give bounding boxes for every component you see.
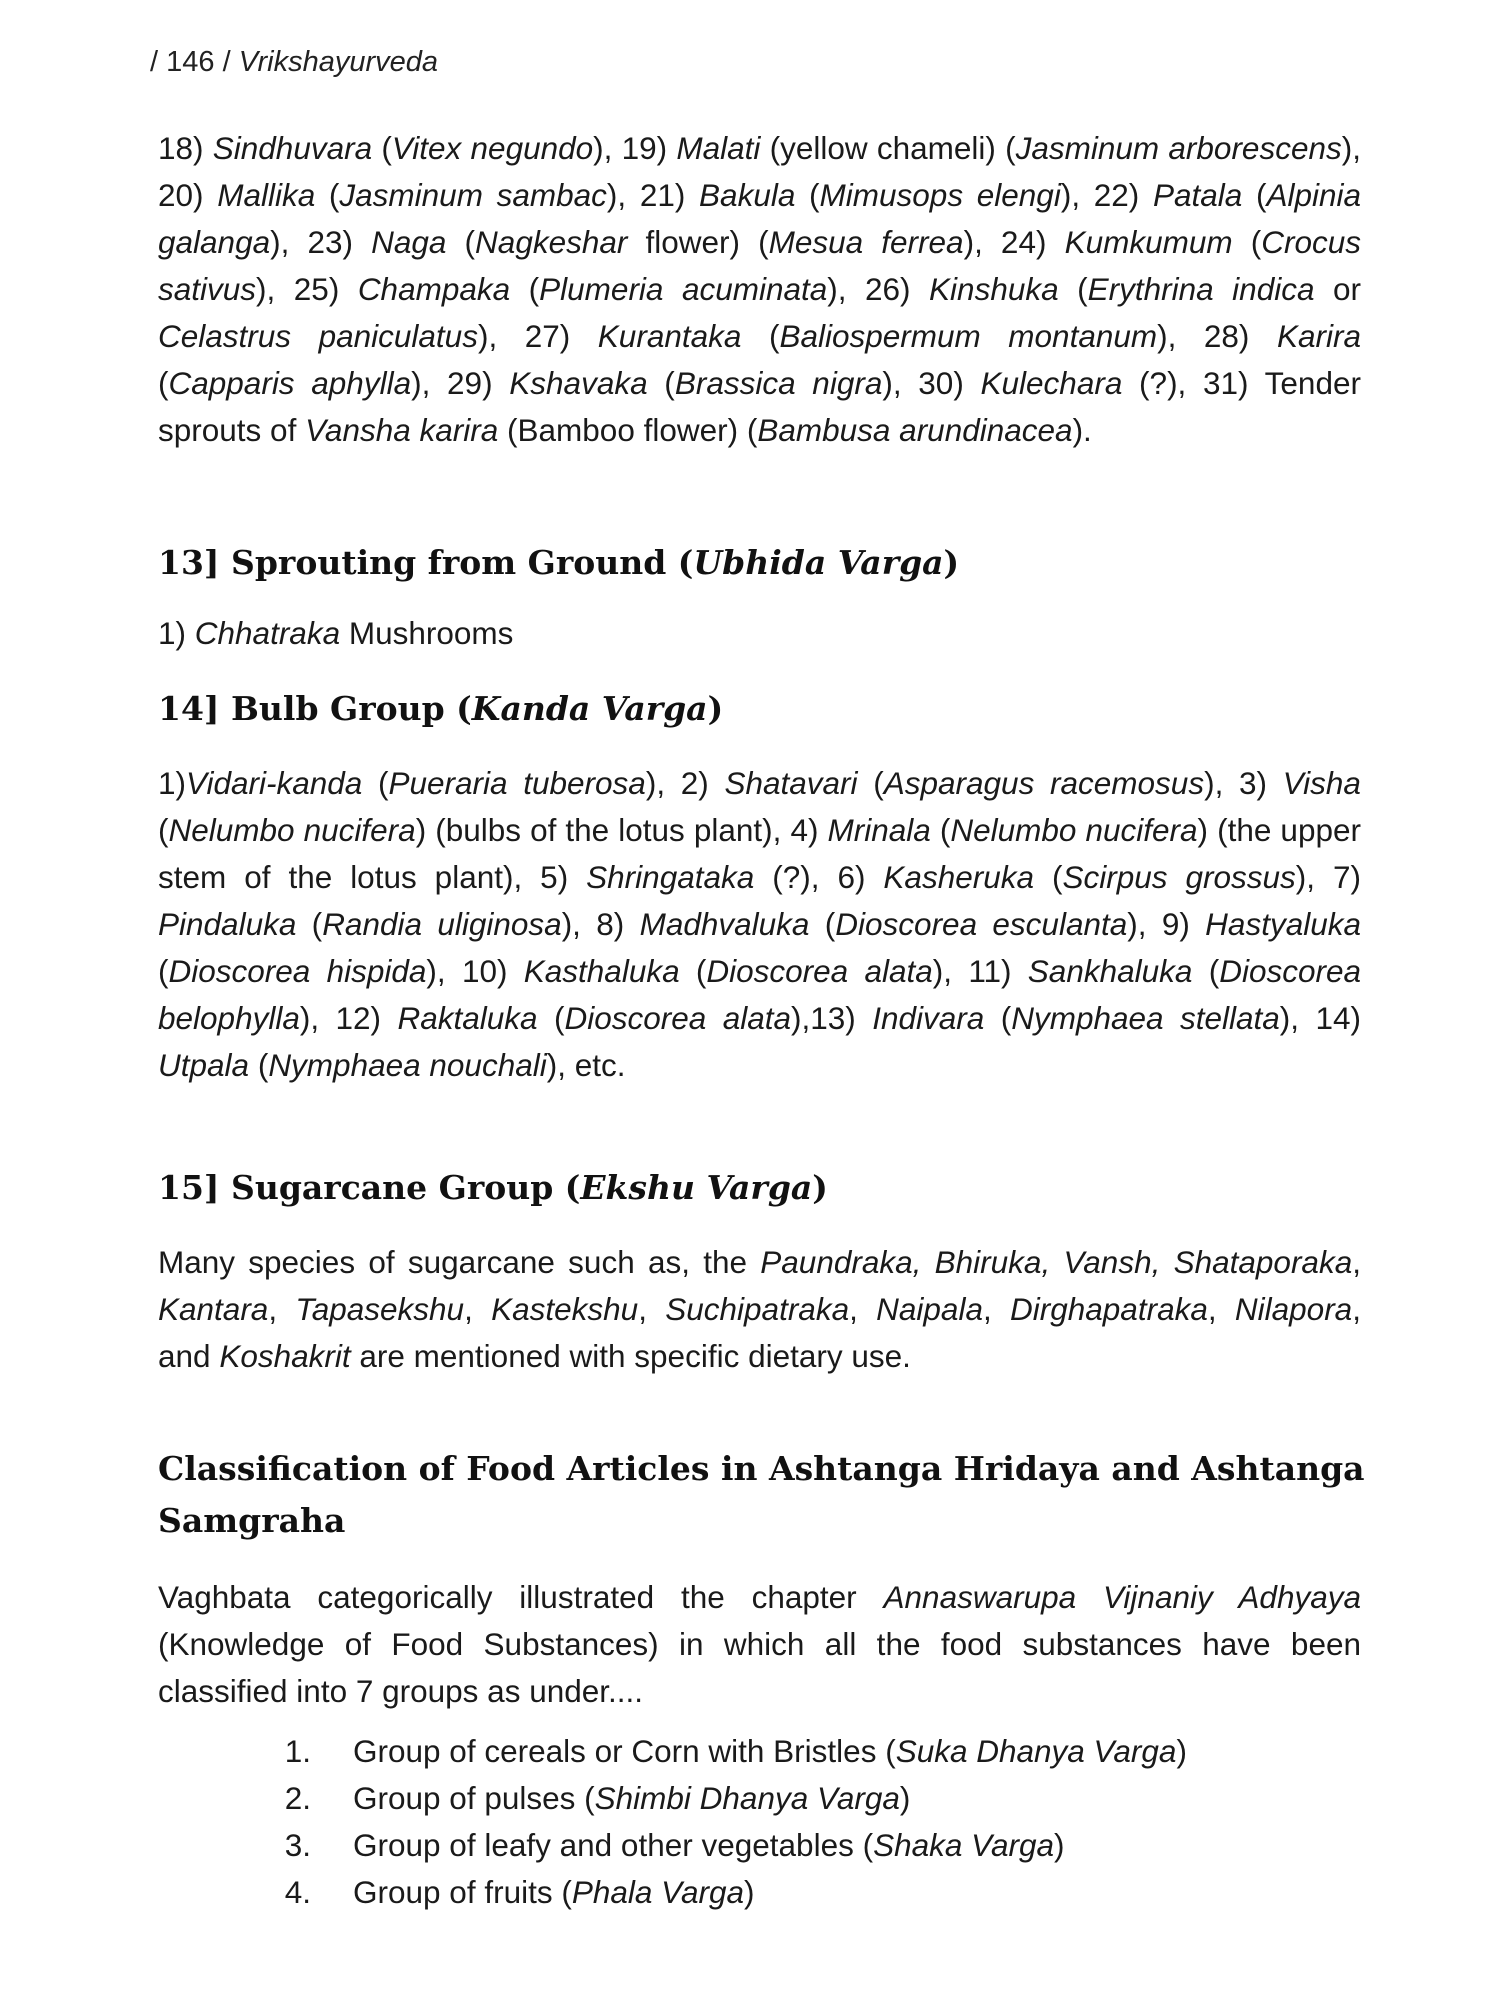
text-run: , xyxy=(464,1291,492,1327)
italic-text-run: Nelumbo nucifera xyxy=(950,812,1198,848)
text-run: ), 28) xyxy=(1157,318,1277,354)
italic-text-run: Scirpus grossus xyxy=(1062,859,1296,895)
section-15-heading xyxy=(158,1162,1368,1214)
italic-text-run: Naga xyxy=(371,224,447,260)
italic-text-run: Kanda Varga xyxy=(471,689,708,728)
text-run: ), 21) xyxy=(606,177,700,213)
text-run: ( xyxy=(296,906,323,942)
list-item-number: 4. xyxy=(284,1874,311,1910)
running-head-slash: / xyxy=(150,46,159,78)
list-item xyxy=(158,1728,1361,1775)
italic-text-run: Hastyaluka xyxy=(1205,906,1361,942)
classification-heading xyxy=(158,1443,1368,1547)
list-item xyxy=(158,1775,1361,1822)
italic-text-run: Nelumbo nucifera xyxy=(168,812,416,848)
italic-text-run: Utpala xyxy=(158,1047,250,1083)
text-run: (Knowledge of Food Substances) in which all the food substances have been classified into 7 groups as under.... xyxy=(158,1626,1361,1709)
italic-text-run: Kasheruka xyxy=(883,859,1035,895)
running-head xyxy=(150,46,438,79)
list-item xyxy=(158,1869,1361,1916)
italic-text-run: Plumeria acuminata xyxy=(539,271,828,307)
italic-text-run: Naipala xyxy=(876,1291,983,1327)
italic-text-run: Baliospermum montanum xyxy=(779,318,1158,354)
italic-text-run: Pindaluka xyxy=(158,906,297,942)
italic-text-run: Crocus sativus xyxy=(158,224,1362,307)
italic-text-run: Nymphaea nouchali xyxy=(268,1047,547,1083)
text-run: ( xyxy=(930,812,951,848)
italic-text-run: Annaswarupa Vijnaniy Adhyaya xyxy=(883,1579,1361,1615)
text-run: ( xyxy=(537,1000,565,1036)
text-run: , xyxy=(982,1291,1010,1327)
italic-text-run: Patala xyxy=(1152,177,1243,213)
italic-text-run: Dioscorea alata xyxy=(564,1000,792,1036)
italic-text-run: Sindhuvara xyxy=(212,130,373,166)
text-run: , xyxy=(638,1291,666,1327)
text-run: ( xyxy=(158,953,169,989)
italic-text-run: Nilapora xyxy=(1234,1291,1353,1327)
italic-text-run: Chhatraka xyxy=(194,615,341,651)
text-run: ( xyxy=(741,318,780,354)
italic-text-run: Dirghapatraka xyxy=(1010,1291,1208,1327)
text-run: ( xyxy=(1232,224,1262,260)
list-item-text xyxy=(311,1822,1065,1869)
section-15-body xyxy=(158,1239,1361,1380)
italic-text-run: Kasthaluka xyxy=(523,953,680,989)
italic-text-run: Dioscorea belophylla xyxy=(158,953,1362,1036)
section-14-heading xyxy=(158,683,1368,735)
text-run: ) xyxy=(707,689,724,728)
text-run: Group of pulses ( xyxy=(353,1780,595,1816)
text-run: ) xyxy=(943,543,960,582)
text-run: ( xyxy=(1242,177,1267,213)
italic-text-run: Randia uliginosa xyxy=(322,906,562,942)
text-run: , and xyxy=(158,1291,1361,1374)
italic-text-run: Kshavaka xyxy=(509,365,648,401)
section-14-body xyxy=(158,760,1361,1089)
text-run: ) (bulbs of the lotus plant), 4) xyxy=(415,812,828,848)
text-run: ), 27) xyxy=(477,318,598,354)
italic-text-run: Mrinala xyxy=(827,812,931,848)
classification-body xyxy=(158,1574,1361,1715)
text-run: Classification of Food Articles in Ashtanga Hridaya and Ashtanga Samgraha xyxy=(158,1449,1365,1540)
text-run: ( xyxy=(1192,953,1220,989)
book-title: Vrikshayurveda xyxy=(238,46,439,78)
text-run: Many species of sugarcane such as, the xyxy=(158,1244,761,1280)
italic-text-run: Kulechara xyxy=(980,365,1123,401)
text-run: 1) xyxy=(158,615,195,651)
text-run: ), 19) xyxy=(593,130,677,166)
text-run: ), 24) xyxy=(963,224,1065,260)
italic-text-run: Vidari-kanda xyxy=(186,765,363,801)
italic-text-run: Capparis aphylla xyxy=(168,365,412,401)
text-run: ( xyxy=(1034,859,1063,895)
text-run: ) (the upper stem of the lotus plant), 5) xyxy=(158,812,1361,895)
text-run: ) xyxy=(899,1780,911,1816)
italic-text-run: Ubhida Varga xyxy=(693,543,944,582)
text-run: , xyxy=(849,1291,877,1327)
text-run: ( xyxy=(158,365,169,401)
italic-text-run: Ekshu Varga xyxy=(580,1168,813,1207)
italic-text-run: Kastekshu xyxy=(491,1291,639,1327)
text-run: ( xyxy=(1058,271,1088,307)
italic-text-run: Asparagus racemosus xyxy=(883,765,1205,801)
text-run: ( xyxy=(158,812,169,848)
italic-text-run: Erythrina indica xyxy=(1087,271,1315,307)
italic-text-run: Nagkeshar xyxy=(475,224,628,260)
text-run: ), 10) xyxy=(426,953,524,989)
text-run: ( xyxy=(647,365,675,401)
italic-text-run: Shatavari xyxy=(724,765,858,801)
list-item-number: 2. xyxy=(284,1780,311,1816)
italic-text-run: Nymphaea stellata xyxy=(1011,1000,1280,1036)
page-number: 146 xyxy=(166,46,215,78)
list-item-text xyxy=(311,1775,910,1822)
italic-text-run: Malati xyxy=(676,130,761,166)
text-run: Group of cereals or Corn with Bristles ( xyxy=(353,1733,896,1769)
italic-text-run: Phala Varga xyxy=(571,1874,745,1910)
italic-text-run: Pueraria tuberosa xyxy=(388,765,646,801)
text-run: ), 14) xyxy=(1279,1000,1361,1036)
text-run: ). xyxy=(1072,412,1092,448)
text-run: ( xyxy=(315,177,340,213)
italic-text-run: Visha xyxy=(1282,765,1361,801)
section-13-heading xyxy=(158,537,1368,589)
text-run: (yellow chameli) ( xyxy=(760,130,1016,166)
text-run: ( xyxy=(679,953,707,989)
text-run: ( xyxy=(857,765,884,801)
italic-text-run: Suka Dhanya Varga xyxy=(895,1733,1177,1769)
text-run: ( xyxy=(510,271,540,307)
italic-text-run: Celastrus paniculatus xyxy=(158,318,478,354)
italic-text-run: Shringataka xyxy=(586,859,755,895)
italic-text-run: Kantara xyxy=(158,1291,269,1327)
text-run: ), 9) xyxy=(1127,906,1206,942)
italic-text-run: Raktaluka xyxy=(397,1000,538,1036)
italic-text-run: Bambusa arundinacea xyxy=(757,412,1073,448)
text-run: flower) ( xyxy=(627,224,769,260)
text-run: ), 7) xyxy=(1295,859,1361,895)
text-run: ), 30) xyxy=(882,365,981,401)
text-run: (Bamboo flower) ( xyxy=(498,412,758,448)
italic-text-run: Karira xyxy=(1276,318,1361,354)
food-groups-list xyxy=(158,1728,1361,1916)
text-run: ( xyxy=(446,224,476,260)
text-run: are mentioned with specific dietary use. xyxy=(350,1338,911,1374)
running-head-slash: / xyxy=(222,46,231,78)
text-run: ), 25) xyxy=(256,271,358,307)
italic-text-run: Dioscorea hispida xyxy=(168,953,427,989)
text-run: Mushrooms xyxy=(340,615,514,651)
italic-text-run: Shimbi Dhanya Varga xyxy=(594,1780,900,1816)
italic-text-run: Paundraka, Bhiruka, Vansh, Shataporaka xyxy=(760,1244,1353,1280)
italic-text-run: Kurantaka xyxy=(597,318,742,354)
text-run: 13] Sprouting from Ground ( xyxy=(158,543,694,582)
list-item-number: 1. xyxy=(284,1733,311,1769)
italic-text-run: Champaka xyxy=(357,271,511,307)
list-item-text xyxy=(311,1728,1187,1775)
italic-text-run: Vansha karira xyxy=(305,412,499,448)
text-run: ), 8) xyxy=(561,906,640,942)
italic-text-run: Dioscorea esculanta xyxy=(835,906,1128,942)
list-item-number: 3. xyxy=(284,1827,311,1863)
italic-text-run: Bakula xyxy=(699,177,796,213)
text-run: ( xyxy=(795,177,820,213)
text-run: 15] Sugarcane Group ( xyxy=(158,1168,581,1207)
text-run: ), 11) xyxy=(932,953,1028,989)
italic-text-run: Kinshuka xyxy=(929,271,1059,307)
italic-text-run: Jasminum arborescens xyxy=(1015,130,1342,166)
text-run: ), 29) xyxy=(411,365,510,401)
text-run: ), 23) xyxy=(270,224,372,260)
text-run: , xyxy=(1352,1244,1361,1280)
italic-text-run: Mallika xyxy=(217,177,316,213)
text-run: 18) xyxy=(158,130,213,166)
italic-text-run: Jasminum sambac xyxy=(339,177,607,213)
text-run: ) xyxy=(1176,1733,1187,1769)
text-run: Vaghbata categorically illustrated the chapter xyxy=(158,1579,884,1615)
italic-text-run: Koshakrit xyxy=(219,1338,351,1374)
italic-text-run: Suchipatraka xyxy=(665,1291,850,1327)
text-run: ( xyxy=(362,765,389,801)
text-run: ),13) xyxy=(791,1000,873,1036)
text-run: ( xyxy=(809,906,836,942)
text-run: ) xyxy=(1054,1827,1065,1863)
italic-text-run: Shaka Varga xyxy=(873,1827,1055,1863)
italic-text-run: Madhvaluka xyxy=(639,906,810,942)
text-run: 14] Bulb Group ( xyxy=(158,689,472,728)
text-run: or xyxy=(1314,271,1362,307)
text-run: ), etc. xyxy=(546,1047,626,1083)
text-run: ), 2) xyxy=(645,765,725,801)
italic-text-run: Tapasekshu xyxy=(295,1291,465,1327)
text-run: 1) xyxy=(158,765,187,801)
list-item-text xyxy=(311,1869,755,1916)
italic-text-run: Vitex negundo xyxy=(391,130,594,166)
italic-text-run: Sankhaluka xyxy=(1027,953,1193,989)
italic-text-run: Mesua ferrea xyxy=(768,224,964,260)
text-run: (?), 31) Tender sprouts of xyxy=(158,365,1361,448)
text-run: ( xyxy=(372,130,392,166)
italic-text-run: Indivara xyxy=(872,1000,985,1036)
text-run: ), 20) xyxy=(158,130,1361,213)
text-run: ), 3) xyxy=(1204,765,1283,801)
italic-text-run: Kumkumum xyxy=(1064,224,1233,260)
italic-text-run: Dioscorea alata xyxy=(706,953,933,989)
text-run: ), 12) xyxy=(299,1000,398,1036)
text-run: Group of leafy and other vegetables ( xyxy=(353,1827,874,1863)
text-run: (?), 6) xyxy=(754,859,884,895)
italic-text-run: Mimusops elengi xyxy=(819,177,1061,213)
text-run: , xyxy=(1207,1291,1235,1327)
text-run: ( xyxy=(984,1000,1012,1036)
text-run: ) xyxy=(744,1874,755,1910)
paragraph-continuation xyxy=(158,125,1361,454)
text-run: , xyxy=(268,1291,296,1327)
text-run: ), 26) xyxy=(827,271,930,307)
text-run: Group of fruits ( xyxy=(353,1874,572,1910)
italic-text-run: Alpinia galanga xyxy=(158,177,1362,260)
text-run: ( xyxy=(249,1047,269,1083)
italic-text-run: Brassica nigra xyxy=(674,365,883,401)
list-item xyxy=(158,1822,1361,1869)
text-run: ), 22) xyxy=(1060,177,1153,213)
section-13-body xyxy=(158,610,1361,657)
text-run: ) xyxy=(812,1168,828,1207)
